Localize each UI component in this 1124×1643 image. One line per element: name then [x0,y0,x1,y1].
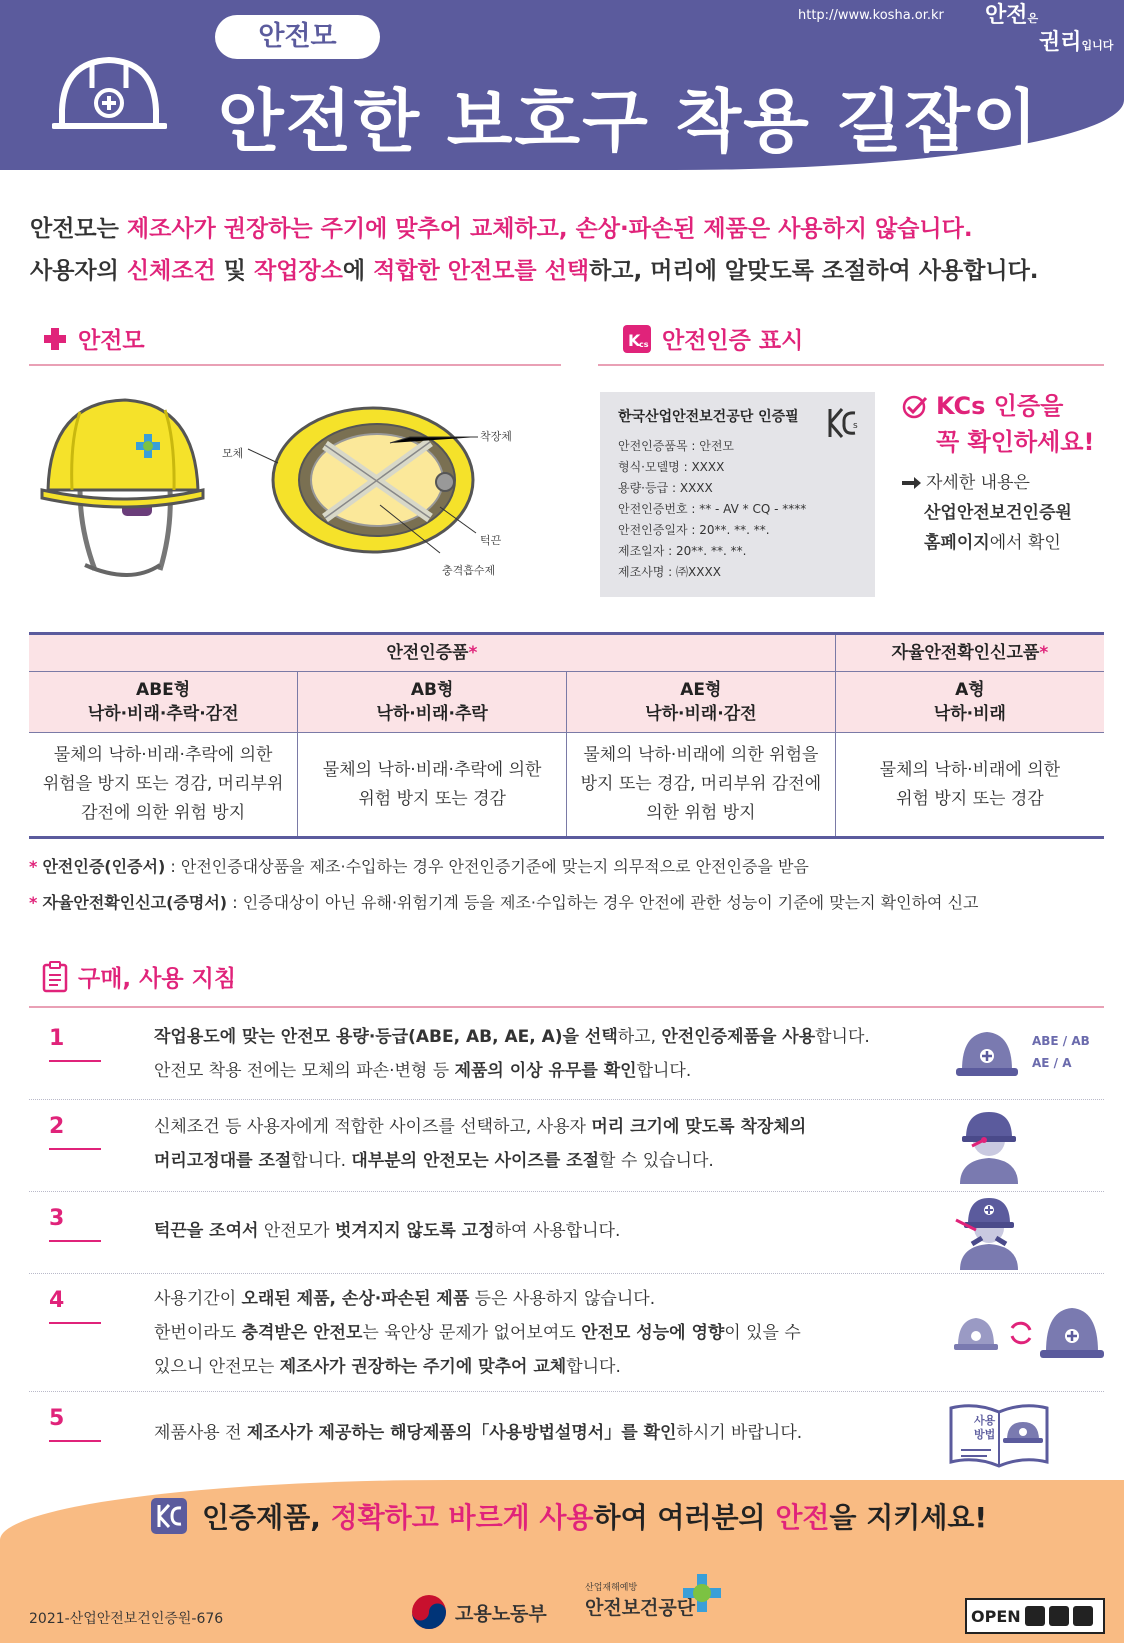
type-header [29,672,298,733]
kosha-tagline: 산업재해예방 [585,1583,638,1593]
page-title: 안전한 보호구 착용 길잡이 [218,83,1040,162]
label-chinstrap: 턱끈 [480,534,502,547]
kcs-notice-line3: 자세한 내용은 [926,473,1030,493]
section-divider [29,1006,1104,1008]
type-description [567,733,836,838]
grade-icon-label [1032,1030,1090,1074]
asterisk: * [1039,643,1049,663]
label-leader-lines [240,425,500,565]
seg: 제조사가 권장하는 주기에 맞추어 교체 [279,1357,567,1377]
kcs-notice [902,388,1094,558]
slogan-seg: 하여 여러분의 [593,1501,776,1534]
seg: 있으니 안전모는 [154,1357,280,1377]
footnote [29,885,979,921]
step-line [154,1110,806,1144]
step-line [154,1416,802,1450]
seg: 이 있을 수 [724,1323,801,1343]
seg: 등은 사용하지 않습니다. [469,1289,656,1309]
type-name: ABE형 [136,680,191,700]
step-number: 3 [49,1206,101,1231]
seg: 합니다. [566,1357,621,1377]
group-1-label: 안전인증품 [386,643,469,663]
section-guide-title: 구매, 사용 지침 [78,966,237,992]
cert-line: 안전인증일자 : 20**. **. **. [618,523,770,537]
step-number: 2 [49,1114,101,1139]
closing-slogan [150,1496,987,1536]
kcs-notice-line4: 산업안전보건인증원 [924,503,1072,523]
list-item [29,1392,1104,1480]
cert-line: 용량·등급 : XXXX [618,481,713,495]
step-number: 1 [49,1026,101,1051]
intro-line2-c: 및 [215,258,254,284]
section-divider [598,364,1104,366]
slogan-badge [985,4,1120,58]
desc-line: 물체의 낙하·비래에 의한 위험을 [583,745,819,765]
adjust-harness-icon [954,1110,1024,1184]
license-noncommercial-icon [1049,1606,1069,1626]
step-text [154,1110,806,1178]
label-harness: 착장체 [480,430,512,443]
step-line [154,1282,801,1316]
desc-line: 물체의 낙하·비래·추락에 의한 [53,745,273,765]
manual-label: 사용 [974,1414,996,1427]
step-line [154,1214,620,1248]
footnote-term: 안전인증(인증서) [42,857,166,876]
slogan-seg: 인증제품, [202,1501,331,1534]
step-line [154,1144,806,1178]
step-text [154,1282,801,1384]
footnote-term: 자율안전확인신고(증명서) [42,893,228,912]
slogan-word-1: 안전 [985,3,1028,28]
kcs-mark-icon [622,324,652,354]
type-header [567,672,836,733]
svg-text:K: K [628,330,641,350]
document-code: 2021-산업안전보건인증원-676 [29,1611,224,1627]
seg: 제품의 이상 유무를 확인 [454,1061,637,1081]
category-badge: 안전모 [215,15,380,59]
helmet-side-illustration [40,390,205,590]
table-group-header [835,634,1104,672]
manual-book-icon [947,1400,1051,1472]
footnotes [29,849,979,921]
section-helmet-title: 안전모 [78,328,145,354]
footnote-text: : 인증대상이 아닌 유해·위험기계 등을 제조·수입하는 경우 안전에 관한 성능이 기준에 맞는지 확인하여 신고 [227,893,979,912]
seg: 머리고정대를 조절 [154,1151,292,1171]
intro-line2-e: 에 [342,258,374,284]
website-url[interactable]: http://www.kosha.or.kr [798,8,944,23]
moel-name: 고용노동부 [455,1602,547,1625]
helmet-grade-icon [954,1028,1020,1080]
check-circle-icon [902,394,928,420]
seg: 작업용도에 맞는 안전모 용량·등급(ABE, AB, AE, A)을 선택 [154,1027,618,1047]
slogan-particle-1: 은 [1027,12,1039,25]
seg: 충격받은 안전모 [241,1323,363,1343]
step-line [154,1020,870,1054]
section-divider [29,364,561,366]
license-attribution-icon [1025,1606,1045,1626]
step-number: 5 [49,1406,101,1431]
cert-line: 제조사명 : ㈜XXXX [618,565,721,579]
seg: 벗겨지지 않도록 고정 [334,1221,495,1241]
helmet-icon [52,48,167,138]
desc-line: 방지 또는 경감, 머리부위 감전에 [580,774,822,794]
type-sub: 낙하·비래·추락 [376,704,488,724]
grade-label: AE / A [1032,1056,1072,1070]
checklist-icon [42,961,68,993]
license-nochange-icon [1073,1606,1093,1626]
step-number: 4 [49,1288,101,1313]
cert-line: 제조일자 : 20**. **. **. [618,544,747,558]
replace-helmet-icon [954,1306,1104,1360]
step-line [154,1316,801,1350]
seg: 합니다. [636,1061,692,1081]
seg: 하시기 바랍니다. [676,1423,803,1443]
seg: 제품사용 전 [154,1423,247,1443]
seg: 안전모 성능에 영향 [581,1323,725,1343]
intro-line2-f: 적합한 안전모를 선택 [373,258,590,284]
helmet-grade-table [29,632,1104,839]
label-absorber: 충격흡수제 [442,564,496,577]
intro-line1-b: 제조사가 권장하는 주기에 맞추어 교체하고, 손상·파손된 제품은 사용하지 않습니다. [126,216,973,242]
seg: 합니다. [815,1027,870,1047]
manual-label: 방법 [974,1428,996,1441]
desc-line: 물체의 낙하·비래에 의한 [879,759,1061,780]
kogl-open-license [965,1598,1105,1634]
slogan-seg: 정확하고 바르게 사용 [330,1501,594,1534]
moel-logo [411,1594,547,1630]
plus-icon [42,326,68,352]
step-line [154,1054,870,1088]
chinstrap-icon [954,1194,1024,1270]
slogan-particle-2: 입니다 [1081,39,1114,52]
type-sub: 낙하·비래·감전 [645,704,757,724]
cert-line: 안전인증번호 : ** - AV * CQ - **** [618,502,807,516]
desc-line: 위험 방지 또는 경감 [896,788,1044,809]
seg: 는 육안상 문제가 없어보여도 [362,1323,582,1343]
arrow-right-icon [902,476,922,490]
step-text [154,1020,870,1088]
intro-line2-d: 작업장소 [254,258,343,284]
section-cert-heading [622,322,803,355]
type-header [835,672,1104,733]
section-helmet-heading [42,322,145,355]
list-item [29,1100,1104,1192]
seg: 턱끈을 조여서 [154,1221,259,1241]
type-name: AB형 [410,680,454,700]
header-banner [0,0,1124,170]
slogan-word-2: 권리 [1039,30,1082,55]
taegeuk-icon [411,1594,447,1630]
kcs-notice-line5: 홈페이지 [924,533,990,553]
cert-line: 안전인증품목 : 안전모 [618,439,735,453]
seg: 안전모가 [258,1221,335,1241]
kcs-logo-icon [827,406,861,440]
slogan-seg: 을 지키세요! [829,1501,988,1534]
certification-label-sample [600,392,875,597]
seg: 합니다. [291,1151,352,1171]
kosha-logo [585,1580,695,1620]
seg: 제조사가 제공하는 해당제품의「사용방법설명서」를 확인 [246,1423,677,1443]
seg: 신체조건 등 사용자에게 적합한 사이즈를 선택하고, 사용자 [154,1117,592,1137]
asterisk: * [29,893,38,912]
svg-text:s: s [853,421,858,431]
section-guide-heading [42,960,236,993]
footnote-text: : 안전인증대상품을 제조·수입하는 경우 안전인증기준에 맞는지 의무적으로 안전인증을 받음 [165,857,809,876]
seg: 대부분의 안전모는 사이즈를 조절 [351,1151,600,1171]
table-group-header [29,634,835,672]
seg: 할 수 있습니다. [599,1151,714,1171]
cert-line: 형식·모델명 : XXXX [618,460,725,474]
type-name: A형 [955,680,985,700]
list-item [29,1192,1104,1274]
type-name: AE형 [680,680,722,700]
seg: 한번이라도 [154,1323,242,1343]
step-text [154,1214,620,1248]
label-shell: 모체 [222,447,244,460]
type-header [298,672,567,733]
type-description [835,733,1104,838]
kcs-mark-icon [150,1497,188,1535]
type-description [29,733,298,838]
kosha-cross-icon [681,1572,723,1614]
seg: 사용기간이 [154,1289,242,1309]
desc-line: 의한 위험 방지 [646,803,756,823]
intro-line2-a: 사용자의 [30,258,127,284]
desc-line: 위험 방지 또는 경감 [358,788,506,809]
seg: 안전인증제품을 사용 [661,1027,816,1047]
seg: 오래된 제품, 손상·파손된 제품 [241,1289,470,1309]
footnote [29,849,979,885]
section-cert-title: 안전인증 표시 [662,328,804,354]
list-item [29,1012,1104,1100]
kosha-name: 안전보건공단 [585,1597,696,1619]
kcs-notice-line2: 꼭 확인하세요! [936,428,1095,456]
cert-heading: 한국산업안전보건공단 인증필 [618,409,799,425]
seg: 하여 사용합니다. [494,1221,621,1241]
intro-line2-g: 하고, 머리에 알맞도록 조절하여 사용합니다. [589,258,1039,284]
kcs-notice-line6: 에서 확인 [989,533,1061,553]
svg-text:cs: cs [639,339,649,349]
intro-line1-a: 안전모는 [30,216,127,242]
seg: 하고, [617,1027,662,1047]
desc-line: 위험을 방지 또는 경감, 머리부위 [42,774,284,794]
seg: 머리 크기에 맞도록 착장체의 [591,1117,807,1137]
slogan-seg: 안전 [775,1501,830,1534]
asterisk: * [29,857,38,876]
kcs-notice-line1: KCs 인증을 [936,392,1064,420]
type-sub: 낙하·비래 [933,704,1006,724]
manual-icon-label [974,1414,995,1442]
step-line [154,1350,801,1384]
list-item [29,1274,1104,1392]
desc-line: 감전에 의한 위험 방지 [81,803,246,823]
seg: 안전모 착용 전에는 모체의 파손·변형 등 [154,1061,455,1081]
grade-label: ABE / AB [1032,1034,1090,1048]
intro-text [30,208,1100,292]
desc-line: 물체의 낙하·비래·추락에 의한 [322,759,542,780]
asterisk: * [468,643,478,663]
open-label: OPEN [971,1606,1021,1626]
type-description [298,733,567,838]
group-2-label: 자율안전확인신고품 [891,643,1040,663]
guideline-list [29,1012,1104,1480]
type-sub: 낙하·비래·추락·감전 [87,704,239,724]
intro-line2-b: 신체조건 [126,258,216,284]
step-text [154,1416,802,1450]
